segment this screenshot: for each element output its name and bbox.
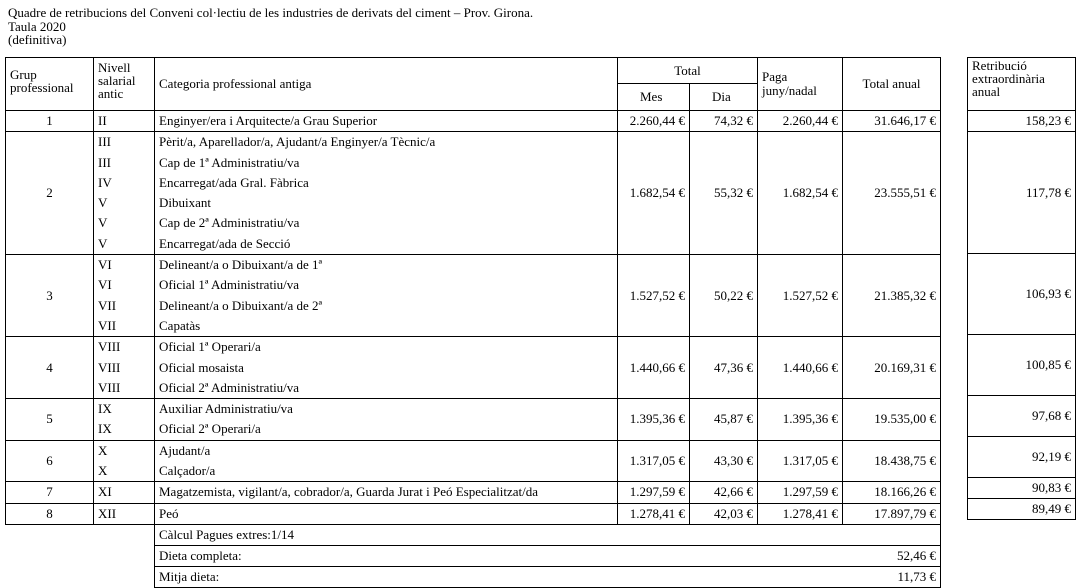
categoria-item: Delineant/a o Dibuixant/a de 1ª xyxy=(159,257,323,273)
nivell-item: X xyxy=(98,463,108,479)
nivell-item: VI xyxy=(98,277,112,293)
nivell-item: IX xyxy=(98,401,112,417)
nivell-item: III xyxy=(98,134,111,150)
nivell-item: III xyxy=(98,154,111,170)
nivell-item: VI xyxy=(98,257,112,273)
header-total: Total xyxy=(618,58,758,84)
cell-categories xyxy=(155,503,618,524)
cell-total-anual: 18.438,75 € xyxy=(843,440,941,482)
table-row xyxy=(6,337,941,399)
table-row xyxy=(6,503,941,524)
table-label: Taula 2020 xyxy=(8,19,66,34)
nivell-item: VIII xyxy=(98,379,121,395)
nivell-item: V xyxy=(98,235,108,251)
table-status: (definitiva) xyxy=(8,32,67,47)
categoria-item: Encarregat/ada Gral. Fàbrica xyxy=(159,174,309,190)
categoria-item: Oficial 2ª Operari/a xyxy=(159,421,261,437)
table-row xyxy=(968,499,1076,520)
header-nivell: Nivell salarial antic xyxy=(94,58,155,111)
extra-table xyxy=(967,57,1076,520)
table-row xyxy=(968,478,1076,499)
cell-categories xyxy=(155,337,618,399)
table-row xyxy=(968,111,1076,132)
nivell-item: VII xyxy=(98,317,117,333)
categoria-item: Calçador/a xyxy=(159,463,216,479)
nivell-item: II xyxy=(98,113,107,128)
cell-extra: 117,78 € xyxy=(968,132,1076,254)
categoria-item: Encarregat/ada de Secció xyxy=(159,235,291,251)
nivell-item: X xyxy=(98,442,108,458)
categoria-item: Auxiliar Administratiu/va xyxy=(159,401,293,417)
cell-mes: 1.297,59 € xyxy=(618,482,690,503)
header-mes: Mes xyxy=(618,84,690,111)
table-row xyxy=(6,482,941,503)
cell-paga: 1.527,52 € xyxy=(758,255,843,337)
cell-total-anual: 18.166,26 € xyxy=(843,482,941,503)
cell-paga: 1.317,05 € xyxy=(758,440,843,482)
cell-categories xyxy=(155,111,618,132)
cell-categories xyxy=(155,440,618,482)
cell-grup: 1 xyxy=(6,111,94,132)
nivell-item: VIII xyxy=(98,339,121,355)
cell-total-anual: 17.897,79 € xyxy=(843,503,941,524)
cell-nivells xyxy=(94,255,155,337)
cell-mes: 1.527,52 € xyxy=(618,255,690,337)
header-extra: Retribució extraordinària anual xyxy=(968,58,1076,111)
categoria-item: Peó xyxy=(159,505,179,521)
cell-dia: 47,36 € xyxy=(690,337,758,399)
categoria-item: Pèrit/a, Aparellador/a, Ajudant/a Enginyer/a Tècnic/a xyxy=(159,134,436,150)
table-row xyxy=(968,396,1076,437)
categoria-item: Magatzemista, vigilant/a, cobrador/a, Guarda Jurat i Peó Especialitzat/da xyxy=(159,484,539,500)
dieta-completa-label: Dieta completa: xyxy=(155,545,843,566)
table-row xyxy=(968,132,1076,254)
cell-paga: 1.395,36 € xyxy=(758,399,843,441)
cell-paga: 1.440,66 € xyxy=(758,337,843,399)
table-row xyxy=(968,254,1076,335)
table-row xyxy=(6,111,941,132)
table-row xyxy=(6,255,941,337)
header-total-anual: Total anual xyxy=(843,58,941,111)
cell-grup: 3 xyxy=(6,255,94,337)
cell-extra: 89,49 € xyxy=(968,499,1076,520)
cell-mes: 1.682,54 € xyxy=(618,132,690,255)
header-dia: Dia xyxy=(690,84,758,111)
cell-dia: 55,32 € xyxy=(690,132,758,255)
header-paga: Paga juny/nadal xyxy=(758,58,843,111)
cell-extra: 100,85 € xyxy=(968,335,1076,396)
cell-categories xyxy=(155,482,618,503)
table-row xyxy=(968,437,1076,478)
cell-dia: 42,66 € xyxy=(690,482,758,503)
table-row xyxy=(6,440,941,482)
cell-extra: 106,93 € xyxy=(968,254,1076,335)
table-row xyxy=(968,335,1076,396)
categoria-item: Oficial 1ª Operari/a xyxy=(159,339,261,355)
cell-total-anual: 31.646,17 € xyxy=(843,111,941,132)
nivell-item: VII xyxy=(98,297,117,313)
nivell-item: VIII xyxy=(98,359,121,375)
cell-dia: 43,30 € xyxy=(690,440,758,482)
nivell-item: XI xyxy=(98,484,112,500)
header-categoria: Categoria professional antiga xyxy=(155,58,618,111)
cell-extra: 90,83 € xyxy=(968,478,1076,499)
table-row xyxy=(6,132,941,255)
nivell-item: V xyxy=(98,215,108,231)
cell-grup: 2 xyxy=(6,132,94,255)
cell-extra: 92,19 € xyxy=(968,437,1076,478)
nivell-item: XII xyxy=(98,505,117,521)
categoria-item: Enginyer/era i Arquitecte/a Grau Superior xyxy=(159,113,378,128)
cell-mes: 1.317,05 € xyxy=(618,440,690,482)
cell-grup: 4 xyxy=(6,337,94,399)
nivell-item: IX xyxy=(98,421,112,437)
cell-total-anual: 21.385,32 € xyxy=(843,255,941,337)
mitja-dieta-value: 11,73 € xyxy=(843,566,941,587)
cell-extra: 97,68 € xyxy=(968,396,1076,437)
categoria-item: Ajudant/a xyxy=(159,442,211,458)
cell-mes: 2.260,44 € xyxy=(618,111,690,132)
cell-nivells xyxy=(94,503,155,524)
cell-grup: 7 xyxy=(6,482,94,503)
categoria-item: Capatàs xyxy=(159,317,201,333)
cell-dia: 45,87 € xyxy=(690,399,758,441)
categoria-item: Oficial mosaista xyxy=(159,359,244,375)
cell-total-anual: 20.169,31 € xyxy=(843,337,941,399)
cell-nivells xyxy=(94,482,155,503)
nivell-item: IV xyxy=(98,174,112,190)
cell-dia: 50,22 € xyxy=(690,255,758,337)
dieta-completa-value: 52,46 € xyxy=(843,545,941,566)
cell-total-anual: 23.555,51 € xyxy=(843,132,941,255)
cell-grup: 8 xyxy=(6,503,94,524)
cell-extra: 158,23 € xyxy=(968,111,1076,132)
categoria-item: Cap de 2ª Administratiu/va xyxy=(159,215,300,231)
cell-paga: 1.297,59 € xyxy=(758,482,843,503)
cell-grup: 5 xyxy=(6,399,94,441)
cell-categories xyxy=(155,399,618,441)
cell-paga: 2.260,44 € xyxy=(758,111,843,132)
categoria-item: Delineant/a o Dibuixant/a de 2ª xyxy=(159,297,323,313)
cell-categories xyxy=(155,255,618,337)
cell-total-anual: 19.535,00 € xyxy=(843,399,941,441)
cell-nivells xyxy=(94,111,155,132)
document-title: Quadre de retribucions del Conveni col·lectiu de les industries de derivats del ciment – Prov. Girona. xyxy=(8,5,534,20)
cell-nivells xyxy=(94,399,155,441)
categoria-item: Cap de 1ª Administratiu/va xyxy=(159,154,300,170)
pagues-note: Càlcul Pagues extres:1/14 xyxy=(155,524,941,545)
cell-categories xyxy=(155,132,618,255)
cell-mes: 1.395,36 € xyxy=(618,399,690,441)
salary-table xyxy=(5,57,941,588)
categoria-item: Dibuixant xyxy=(159,195,211,211)
cell-paga: 1.278,41 € xyxy=(758,503,843,524)
header-grup: Grup professional xyxy=(6,58,94,111)
cell-nivells xyxy=(94,132,155,255)
cell-nivells xyxy=(94,337,155,399)
cell-nivells xyxy=(94,440,155,482)
cell-dia: 74,32 € xyxy=(690,111,758,132)
mitja-dieta-label: Mitja dieta: xyxy=(155,566,843,587)
cell-paga: 1.682,54 € xyxy=(758,132,843,255)
cell-dia: 42,03 € xyxy=(690,503,758,524)
categoria-item: Oficial 1ª Administratiu/va xyxy=(159,277,300,293)
cell-mes: 1.278,41 € xyxy=(618,503,690,524)
table-row xyxy=(6,399,941,441)
cell-grup: 6 xyxy=(6,440,94,482)
cell-mes: 1.440,66 € xyxy=(618,337,690,399)
nivell-item: V xyxy=(98,195,108,211)
categoria-item: Oficial 2ª Administratiu/va xyxy=(159,379,300,395)
